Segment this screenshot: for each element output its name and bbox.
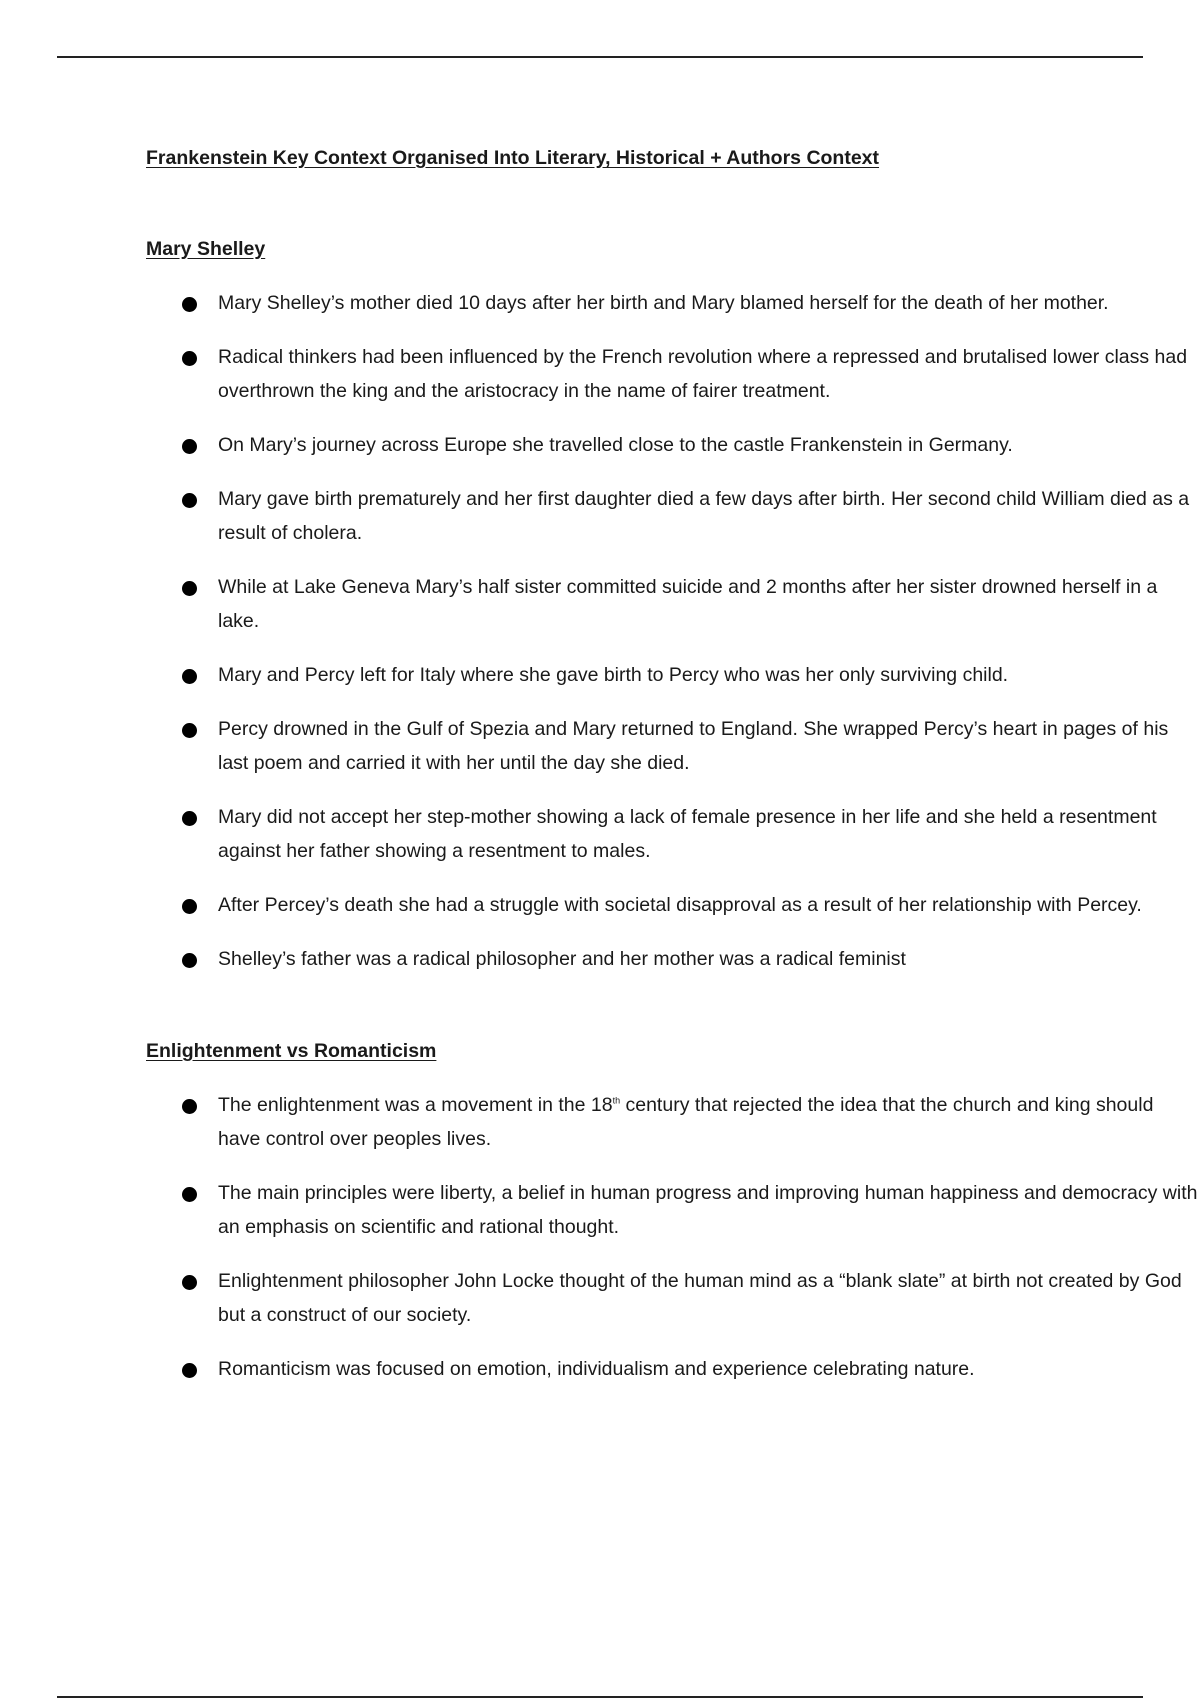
bullet-dot-icon [182,811,197,826]
list-item [146,1088,1198,1156]
document-title: Frankenstein Key Context Organised Into Literary, Historical + Authors Context [146,147,880,169]
list-item-text: Mary Shelley’s mother died 10 days after her birth and Mary blamed herself for the death of her mother. [218,292,1109,314]
bullet-dot-icon [182,669,197,684]
list-item [146,428,1198,462]
list-item-text: The main principles were liberty, a belief in human progress and improving human happiness and democracy with an emphasis on scientific and rational thought. [218,1182,1198,1238]
document-body [146,145,1198,1386]
list-item [146,570,1198,638]
bullet-dot-icon [182,1363,197,1378]
list-item [146,482,1198,550]
bullet-dot-icon [182,439,197,454]
mary-shelley-bullet-list [146,286,1190,976]
list-item [146,658,1198,692]
list-item [146,1264,1198,1332]
bullet-dot-icon [182,581,197,596]
section-heading-mary-shelley: Mary Shelley [146,238,266,260]
list-item [146,340,1198,408]
list-item-text: The enlightenment was a movement in the 18th century that rejected the idea that the church and king should have control over peoples lives. [218,1094,1154,1150]
list-item-text: On Mary’s journey across Europe she travelled close to the castle Frankenstein in Germany. [218,434,1013,456]
list-item [146,1176,1198,1244]
bullet-dot-icon [182,1099,197,1114]
list-item-text: Mary did not accept her step-mother showing a lack of female presence in her life and she held a resentment against her father showing a resentment to males. [218,806,1157,862]
list-item-text: Mary and Percy left for Italy where she gave birth to Percy who was her only surviving child. [218,664,1009,686]
bullet-dot-icon [182,723,197,738]
list-item [146,712,1198,780]
list-item-text: After Percey’s death she had a struggle with societal disapproval as a result of her relationship with Percey. [218,894,1142,916]
list-item-text: Radical thinkers had been influenced by the French revolution where a repressed and brutalised lower class had overthrown the king and the aristocracy in the name of fairer treatment. [218,346,1188,402]
list-item-text: While at Lake Geneva Mary’s half sister committed suicide and 2 months after her sister drowned herself in a lake. [218,576,1158,632]
bullet-dot-icon [182,899,197,914]
bullet-dot-icon [182,493,197,508]
list-item-text: Shelley’s father was a radical philosopher and her mother was a radical feminist [218,948,906,970]
bullet-dot-icon [182,1187,197,1202]
list-item [146,800,1198,868]
bullet-dot-icon [182,953,197,968]
top-rule [57,56,1143,58]
list-item-text: Enlightenment philosopher John Locke thought of the human mind as a “blank slate” at birth not created by God but a construct of our society. [218,1270,1182,1326]
bottom-rule [57,1696,1143,1698]
bullet-dot-icon [182,351,197,366]
enlightenment-bullet-list [146,1088,1198,1386]
bullet-dot-icon [182,1275,197,1290]
list-item [146,286,1198,320]
list-item [146,888,1198,922]
list-item-text: Romanticism was focused on emotion, individualism and experience celebrating nature. [218,1358,975,1380]
list-item-text: Mary gave birth prematurely and her first daughter died a few days after birth. Her second child William died as a result of cholera. [218,488,1190,544]
list-item [146,942,1198,976]
bullet-dot-icon [182,297,197,312]
list-item [146,1352,1198,1386]
section-heading-enlightenment-vs-romanticism: Enlightenment vs Romanticism [146,1040,437,1062]
ordinal-suffix: th [612,1095,621,1106]
list-item-text: Percy drowned in the Gulf of Spezia and Mary returned to England. She wrapped Percy’s heart in pages of his last poem and carried it with her until the day she died. [218,718,1169,774]
